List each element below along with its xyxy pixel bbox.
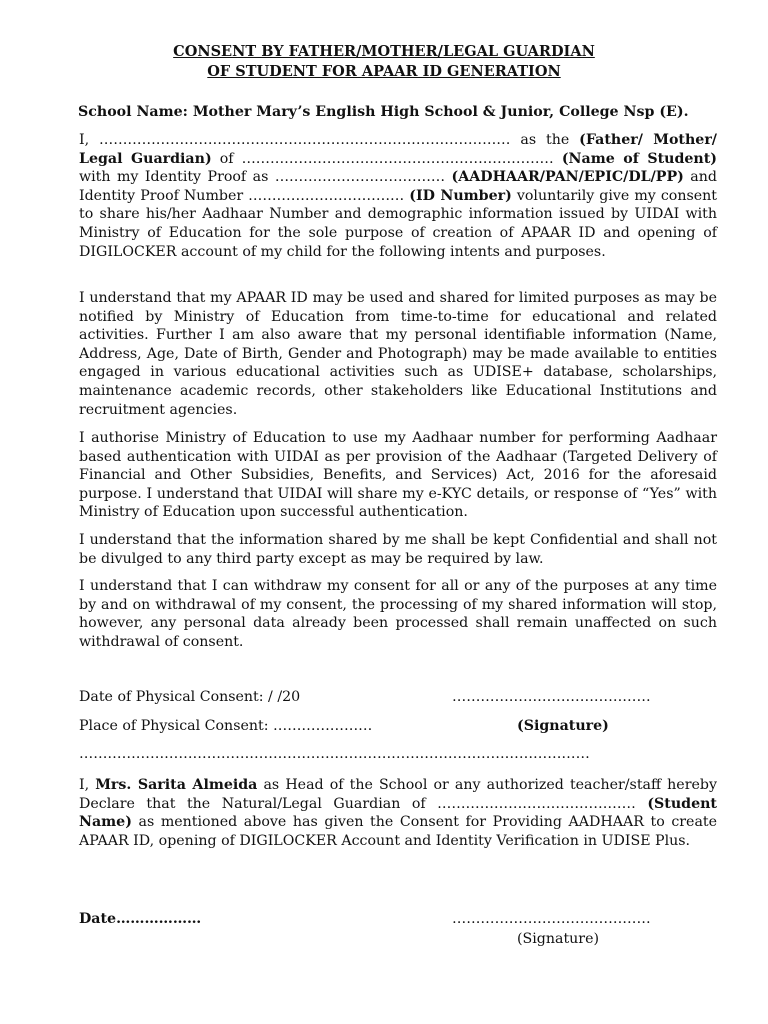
physical-consent-place: Place of Physical Consent: ………………… [79, 718, 373, 734]
consent-text-1: I, …………………………………………………………………………… as the [79, 132, 580, 148]
consent-text-5: voluntarily give my consent to share his/her Aadhaar Number and demographic information issued by UIDAI with Ministry of Education for the sole purpose of creation of APAAR ID and opening of DIGILOCKER account of my child for the following intents and purposes. [79, 187, 717, 260]
form-title-line1: CONSENT BY FATHER/MOTHER/LEGAL GUARDIAN [173, 43, 595, 60]
declaration-text-3: as mentioned above has given the Consent for Providing AADHAAR to create APAAR ID, opening of DIGILOCKER Account and Identity Verification in UDISE Plus. [79, 814, 717, 849]
declaration-paragraph [79, 776, 717, 850]
declaration-text-2: as Head of the School or any authorized teacher/staff hereby Declare that the Natural/Legal Guardian of …………………………………… [79, 777, 717, 812]
signature-caption-2: (Signature) [517, 931, 600, 947]
consent-text-4: and Identity Proof Number …………………………… [79, 169, 717, 204]
apaar-usage-paragraph: I understand that my APAAR ID may be used and shared for limited purposes as may be notified by Ministry of Education from time-to-time for educational and related activities. Further I am also aware that my personal identifiable information (Name, Address, Age, Date of Birth, Gender and Photograph) may be made available to entities engaged in various educational activities such as UDISE+ database, scholarships, maintenance academic records, other stakeholders like Educational Institutions and recruitment agencies. [79, 290, 717, 418]
signature-caption-1: (Signature) [517, 718, 609, 734]
head-of-school-name: Mrs. Sarita Almeida [95, 777, 258, 793]
student-name-label: (Name of Student) [561, 150, 717, 167]
consent-paragraph [79, 131, 717, 261]
confidentiality-paragraph: I understand that the information shared by me shall be kept Confidential and shall not be divulged to any third party except as may be required by law. [79, 532, 717, 567]
section-separator: ……………………………………………………………………………………………… [79, 746, 590, 762]
id-number-label: (ID Number) [409, 187, 512, 204]
form-title-line2: OF STUDENT FOR APAAR ID GENERATION [207, 63, 561, 80]
school-name: School Name: Mother Mary’s English High School & Junior, College Nsp (E). [78, 104, 689, 120]
id-proof-types: (AADHAAR/PAN/EPIC/DL/PP) [451, 169, 684, 186]
declaration-date: Date……………… [79, 911, 202, 927]
consent-text-3: with my Identity Proof as ……………………………… [79, 169, 452, 186]
student-name-label-2: (Student Name) [79, 795, 717, 831]
guardian-type: (Father/ Mother/ Legal Guardian) [79, 132, 717, 167]
signature-line-2: …………………………………… [452, 911, 651, 927]
consent-text-2: of ………………………………………………………… [211, 150, 562, 167]
physical-consent-date: Date of Physical Consent: / /20 [79, 689, 301, 705]
authorisation-paragraph: I authorise Ministry of Education to use my Aadhaar number for performing Aadhaar based authentication with UIDAI as per provision of the Aadhaar (Targeted Delivery of Financial and Other Subsidies, Benefits, and Services) Act, 2016 for the aforesaid purpose. I understand that UIDAI will share my e-KYC details, or response of “Yes” with Ministry of Education upon successful authentication. [79, 430, 717, 521]
declaration-text-1: I, [79, 777, 96, 793]
withdrawal-paragraph: I understand that I can withdraw my consent for all or any of the purposes at any time by and on withdrawal of my consent, the processing of my shared information will stop, however, any personal data already been processed shall remain unaffected on such withdrawal of consent. [79, 578, 717, 650]
signature-line-1: …………………………………… [452, 689, 651, 705]
